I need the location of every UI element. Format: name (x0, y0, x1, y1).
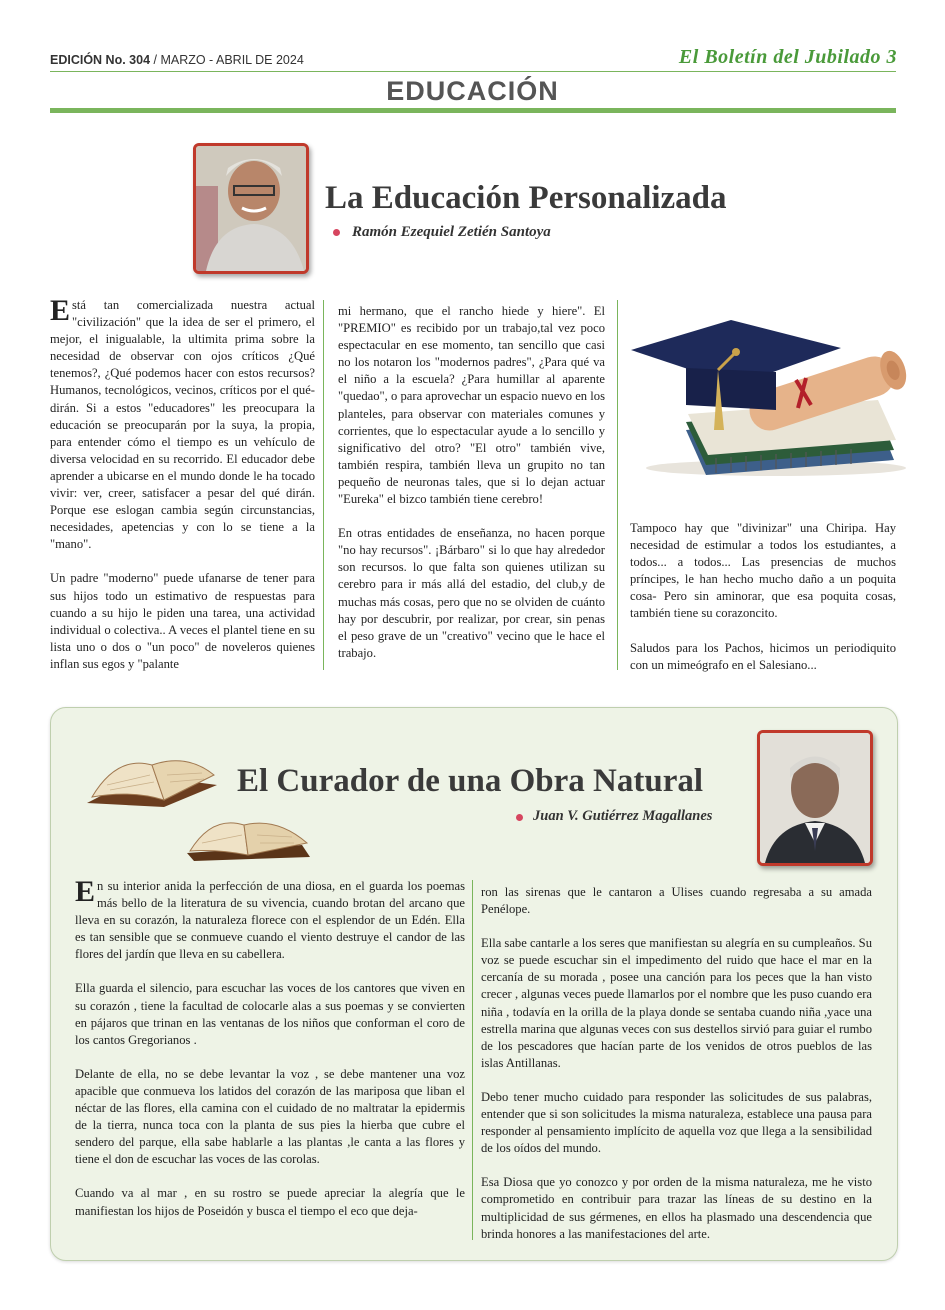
drop-cap: E (50, 294, 71, 327)
edition-info (50, 53, 304, 67)
author-photo-gutierrez (757, 730, 873, 866)
article-title: El Curador de una Obra Natural (237, 763, 704, 799)
article-column-1 (50, 294, 315, 673)
column-divider (323, 300, 324, 670)
paragraph: Tampoco hay que "divinizar" una Chiripa. Hay necesidad de estimular a todos los estudiantes, a todos... a todos... Las presencias de muchos príncipes, le han hecho mucho daño a un poquita cosa- Pero sin aminorar, que esa poquita cosas, también tiene su corazoncito. (630, 521, 896, 621)
paragraph: Delante de ella, no se debe levantar la voz , se debe mantener una voz apacible que conmueva los latidos del corazón de las mariposa que liban el néctar de las flores, ella camina con el cuidado de no maltratar la epidermis de la tierra, nunca toca con la planta de sus pies la hierba que cubre el sendero del parque, ella sabe hablarle a las plantas ,le canta a las flores y tiene el don de escuchar las voces de las corolas. (75, 1066, 465, 1167)
section-divider (50, 108, 896, 113)
author-photo-zetien (193, 143, 309, 274)
paragraph: En su interior anida la perfección de una diosa, en el guarda los poemas más bello de la literatura de su vivencia, cuando brotan del arcano que lleva en su corazón, la naturaleza florece con el esplendor de un Edén. Ella es tan sensible que se conmueve cuando el viento destruye el candor de las flores del jardín que lleva en su cabellera. (75, 875, 465, 962)
paragraph: mi hermano, que el rancho hiede y hiere". El "PREMIO" es recibido por un trabajo,tal vez poco espectacular en ese momento, tan sencillo que casi no los notaron los "modernos padres", ¿Para qué va el niño a la escuela? ¿Para humillar al aparente "quedao", o para aprovechar un espacio nuevo en los planteles, para observar con materiales comunes y corrientes, que lo espectacular ayude a lo sencillo y significativo del otro? "El otro" también vive, también respira, también lleva un grupito no tan pequeño de neuronas tales, que si lo dejan actuar "Eureka" el bizco también tiene cerebro! (338, 304, 605, 507)
bullet-dot-icon (516, 814, 523, 821)
article-column-2 (338, 303, 605, 662)
article-column-3 (630, 520, 896, 674)
edition-number: EDICIÓN No. 304 (50, 53, 151, 67)
article-author: Juan V. Gutiérrez Magallanes (533, 808, 713, 824)
open-book-icon (82, 745, 222, 807)
paragraph: Ella sabe cantarle a los seres que manifiestan su alegría en su cumpleaños. Su voz se puede escuchar sin el impedimento del ruido que hace el mar en la cercanía de su morada , posee una canción para los peces que la han visto crecer , algunas veces puede llamarlos por el nombre que les puso cuando era niña , todavía en la orilla de la playa donde se sentaba cuando niña ,yace una estrella marina que algunas veces con sus destellos sirvió para guiar el rumbo de los pescadores que hacían parte de los venidos de otros pueblos de las islas Antillanas. (481, 936, 872, 1070)
paragraph: Debo tener mucho cuidado para responder las solicitudes de sus palabras, entender que si son solicitudes la misma naturaleza, establece una pausa para responder al pensamiento implícito de aquella voz que llega a la sensibilidad de los oídos del mundo. (481, 1089, 872, 1156)
paragraph: Cuando va al mar , en su rostro se puede apreciar la alegría que le manifiestan los hijos de Poseidón y busca el tiempo el eco que deja- (75, 1186, 465, 1218)
column-divider (472, 880, 473, 1240)
paragraph: Esa Diosa que yo conozco y por orden de la misma naturaleza, me he visto comprometido en contribuir para trazar las líneas de su destino en la multiplicidad de sus gérmenes, en ellos ha plasmado una descendencia que brinda honores a las manifestaciones del arte. (481, 1175, 872, 1241)
paragraph: Un padre "moderno" puede ufanarse de tener para sus hijos todo un estimativo de respuestas para cuando a su hijo le piden una tarea, una actividad individual o colectiva.. A veces el plantel tiene en su lista uno o dos o "un poco" de noveleros quienes inflan sus egos y "palante (50, 571, 315, 671)
paragraph: Ella guarda el silencio, para escuchar las voces de los cantores que viven en su corazón , tiene la facultad de colocarle alas a sus poemas y se convierten en pájaros que trinan en las ventanas de los niños que conforman el coro de los cantos Gregorianos . (75, 981, 465, 1047)
open-book-icon (182, 813, 312, 861)
article-column-2 (481, 884, 872, 1243)
section-title: EDUCACIÓN (386, 76, 559, 106)
edition-date: / MARZO - ABRIL DE 2024 (150, 53, 304, 67)
paragraph: En otras entidades de enseñanza, no hacen porque "no hay recursos". ¡Bárbaro" si lo que hay alrededor son recursos. lo que falta son quienes utilizan su cerebro para ir más allá del estadio, del club,y de muchas más cosas, pero que no se olviden de cuánto hay por descubrir, por realizar, por crear, sin penas el peso grave de un "creativo" vecino que le hace el trabajo. (338, 526, 605, 660)
graduation-cap-books-image (626, 310, 910, 480)
header-divider (50, 71, 896, 72)
article-title: La Educación Personalizada (325, 180, 727, 216)
paragraph: ron las sirenas que le cantaron a Ulises cuando regresaba a su amada Penélope. (481, 885, 872, 917)
article-column-1 (75, 875, 465, 1220)
drop-cap: E (75, 875, 96, 908)
column-divider (617, 300, 618, 670)
publication-title: El Boletín del Jubilado 3 (678, 46, 897, 68)
paragraph: Está tan comercializada nuestra actual "civilización" que la idea de ser el primero, el mejor, el inigualable, la ultimita prima sobre la necesidad de observar con ojos críticos ¿Qué tenemos?, ¿Qué podemos hacer con estos recursos? Humanos, tecnológicos, vecinos, críticos por el qué- dirán. Si a estos "educadores" les preocupara la educación se preocuparán por la suya, la propia, para entender cómo el tiempo es un vehículo de diversa velocidad en su recorrido. El educador debe aprender a ubicarse en el mundo donde le ha tocado vivir: ver, creer, satisfacer a pesar del qué dirán. Porque ese eslogan cambia según circunstancias, necesidades, apetencias y con lo se tiene a la "mano". (50, 294, 315, 552)
article-author: Ramón Ezequiel Zetién Santoya (352, 224, 551, 240)
paragraph: Saludos para los Pachos, hicimos un periodiquito con un mimeógrafo en el Salesiano... (630, 640, 896, 672)
bullet-dot-icon (333, 229, 340, 236)
